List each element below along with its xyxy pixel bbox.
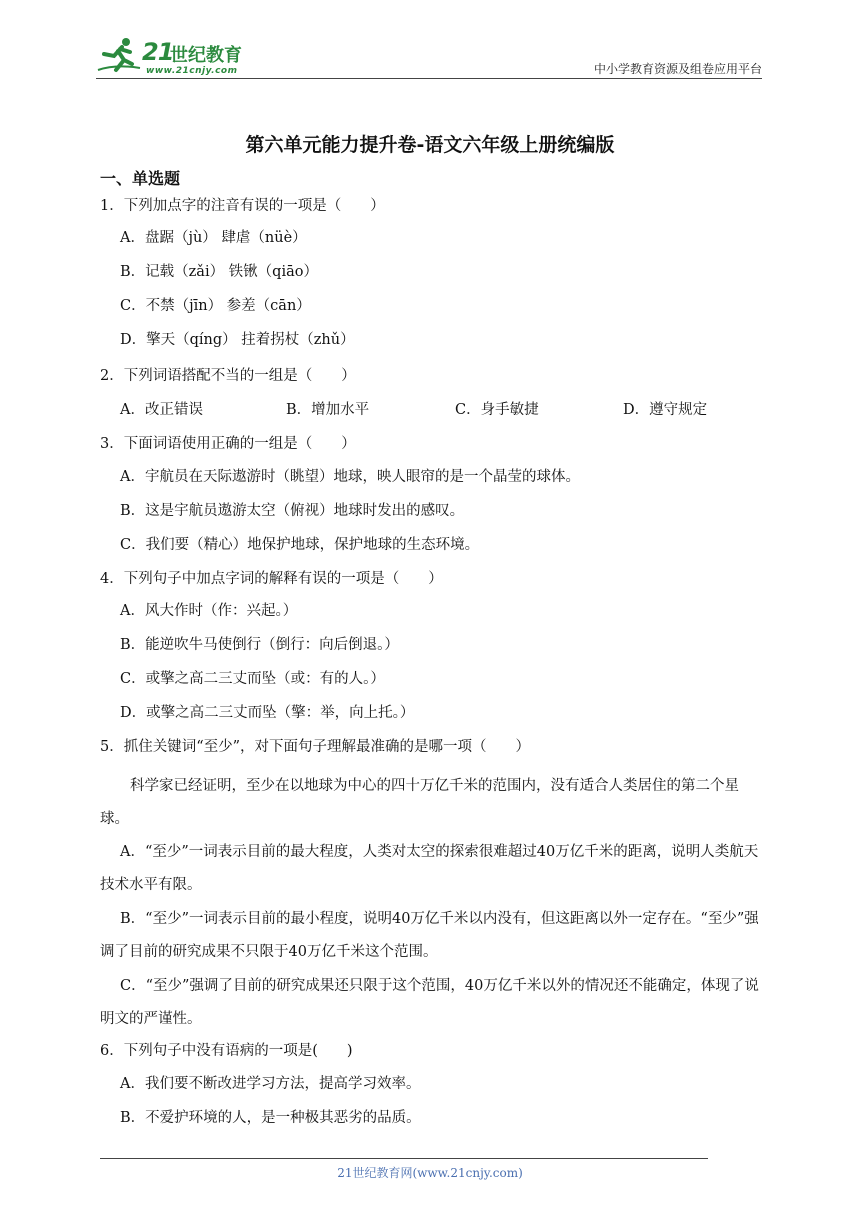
q3-option-a: A．宇航员在天际遨游时（眺望）地球，映人眼帘的是一个晶莹的球体。: [120, 469, 580, 485]
q2-option-c: C．身手敏捷: [455, 402, 539, 418]
q4-stem: 4．下列句子中加点字词的解释有误的一项是（ ）: [100, 571, 443, 587]
footer-text: 21世纪教育网(www.21cnjy.com): [337, 1166, 523, 1180]
q3-option-b: B．这是宇航员遨游太空（俯视）地球时发出的感叹。: [120, 503, 465, 519]
platform-name: 中小学教育资源及组卷应用平台: [593, 62, 762, 76]
section-heading: 一、单选题: [100, 169, 181, 188]
q2-option-b: B．增加水平: [286, 402, 370, 418]
runner-icon: [96, 36, 144, 76]
header-divider: [96, 78, 762, 79]
q1-option-c: C．不禁（jīn） 参差（cān）: [120, 298, 311, 314]
page-header: [96, 30, 762, 80]
logo-text: 世纪教育: [170, 45, 242, 66]
q5-option-c: C．“至少”强调了目前的研究成果还只限于这个范围，40万亿千米以外的情况还不能确定，体现了说明文的严谨性。: [100, 978, 759, 1027]
q5-passage: 科学家已经证明，至少在以地球为中心的四十万亿千米的范围内，没有适合人类居住的第二个星球。: [100, 778, 739, 827]
q6-option-a: A．我们要不断改进学习方法，提高学习效率。: [120, 1076, 421, 1092]
footer-divider: [100, 1158, 708, 1159]
q3-option-c: C．我们要（精心）地保护地球，保护地球的生态环境。: [120, 537, 480, 553]
q5-stem: 5．抓住关键词“至少”，对下面句子理解最准确的是哪一项（ ）: [100, 739, 531, 755]
q5-option-b: B．“至少”一词表示目前的最小程度，说明40万亿千米以内没有，但这距离以外一定存在。“至少”强调了目前的研究成果不只限于40万亿千米这个范围。: [100, 911, 759, 960]
logo-url: www.21cnjy.com: [146, 66, 238, 76]
logo: [96, 36, 266, 76]
q4-option-d: D．或擎之高二三丈而坠（擎：举，向上托。）: [120, 705, 415, 721]
q4-option-a: A．风大作时（作：兴起。）: [120, 603, 298, 619]
q2-option-a: A．改正错误: [120, 402, 203, 418]
page-title: 第六单元能力提升卷-语文六年级上册统编版: [245, 134, 615, 156]
q1-option-b: B．记载（zǎi） 铁锹（qiāo）: [120, 264, 318, 280]
q5-option-a: A．“至少”一词表示目前的最大程度，人类对太空的探索很难超过40万亿千米的距离，说明人类航天技术水平有限。: [100, 844, 759, 893]
q1-option-a: A．盘踞（jù） 肆虐（nüè）: [120, 230, 307, 246]
logo-number: 21: [142, 38, 174, 66]
q6-stem: 6．下列句子中没有语病的一项是( ): [100, 1043, 353, 1059]
q4-option-b: B．能逆吹牛马使倒行（倒行：向后倒退。）: [120, 637, 399, 653]
q3-stem: 3．下面词语使用正确的一组是（ ）: [100, 436, 356, 452]
q6-option-b: B．不爱护环境的人，是一种极其恶劣的品质。: [120, 1110, 421, 1126]
q1-stem: 1．下列加点字的注音有误的一项是（ ）: [100, 198, 385, 214]
q4-option-c: C．或擎之高二三丈而坠（或：有的人。）: [120, 671, 385, 687]
q2-stem: 2．下列词语搭配不当的一组是（ ）: [100, 368, 356, 384]
q1-option-d: D．擎天（qíng） 拄着拐杖（zhǔ）: [120, 332, 355, 348]
q2-option-d: D．遵守规定: [623, 402, 708, 418]
